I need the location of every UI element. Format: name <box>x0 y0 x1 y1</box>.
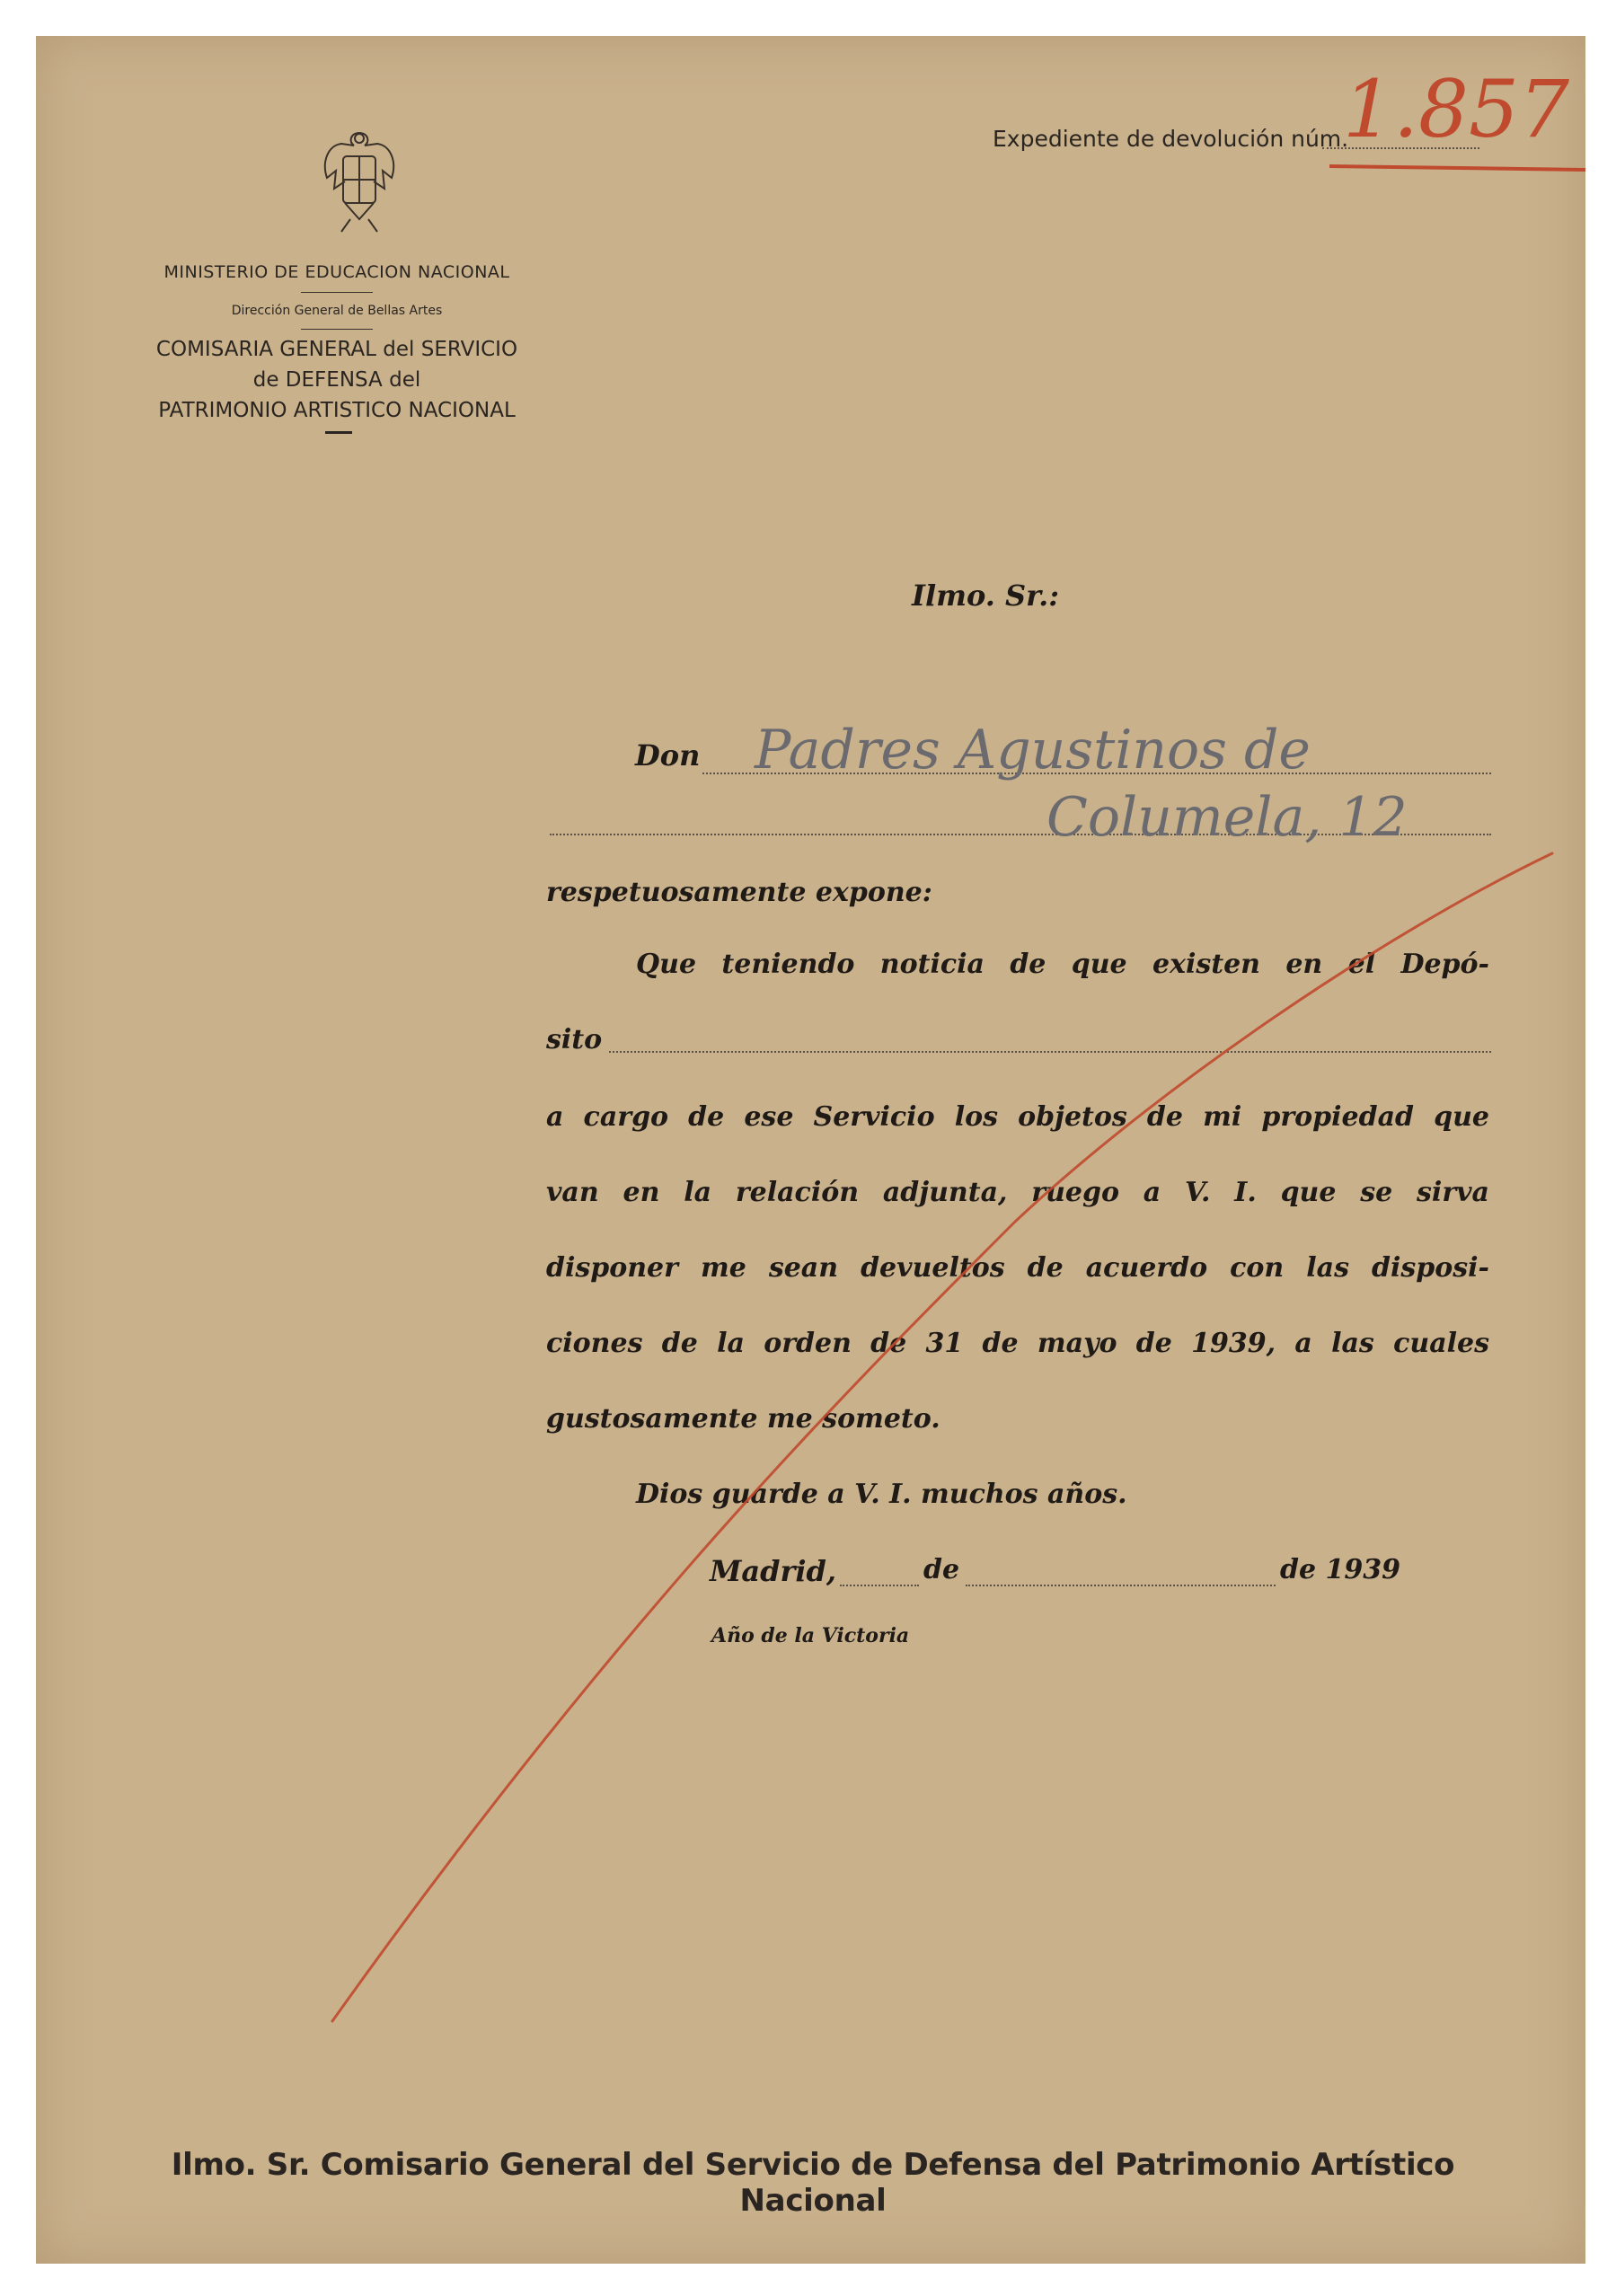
madrid-label: Madrid, <box>710 1554 837 1588</box>
expediente-number: 1.857 <box>1343 63 1569 155</box>
date-de-label: de <box>923 1554 960 1585</box>
body-line-4: van en la relación adjunta, ruego a V. I. que se sirva <box>546 1177 1489 1208</box>
body-line-1: Que teniendo noticia de que existen en el Depó- <box>636 949 1489 980</box>
footer-addressee: Ilmo. Sr. Comisario General del Servicio de Defensa del Patrimonio Artístico Nacional <box>171 2147 1455 2219</box>
don-name-line-2: Columela, 12 <box>1046 786 1408 849</box>
comisaria-line-2: de DEFENSA del <box>252 368 421 392</box>
closing-text: Dios guarde a V. I. muchos años. <box>636 1479 1127 1510</box>
comisaria-line-3: PATRIMONIO ARTISTICO NACIONAL <box>158 399 516 422</box>
don-name-line-1: Padres Agustinos de <box>755 719 1311 782</box>
comisaria-line-1: COMISARIA GENERAL del SERVICIO <box>155 338 518 361</box>
ministry-name: MINISTERIO DE EDUCACION NACIONAL <box>163 262 510 282</box>
red-pencil-strike <box>36 36 1585 2264</box>
don-label: Don <box>635 738 701 773</box>
expediente-label: Expediente de devolución núm. <box>993 126 1349 152</box>
body-line-2: sito <box>546 1024 603 1055</box>
salutation: Ilmo. Sr.: <box>912 578 1060 613</box>
direccion-general: Dirección General de Bellas Artes <box>231 304 443 318</box>
document-sheet <box>36 36 1585 2264</box>
body-line-6: ciones de la orden de 31 de mayo de 1939, a las cuales <box>546 1328 1489 1359</box>
body-line-3: a cargo de ese Servicio los objetos de mi propiedad que <box>546 1101 1489 1133</box>
body-line-7: gustosamente me someto. <box>546 1403 940 1435</box>
body-line-5: disponer me sean devueltos de acuerdo con las disposi- <box>546 1252 1489 1284</box>
date-year: de 1939 <box>1280 1554 1401 1585</box>
ano-victoria: Año de la Victoria <box>711 1624 910 1647</box>
expone-text: respetuosamente expone: <box>546 877 932 908</box>
